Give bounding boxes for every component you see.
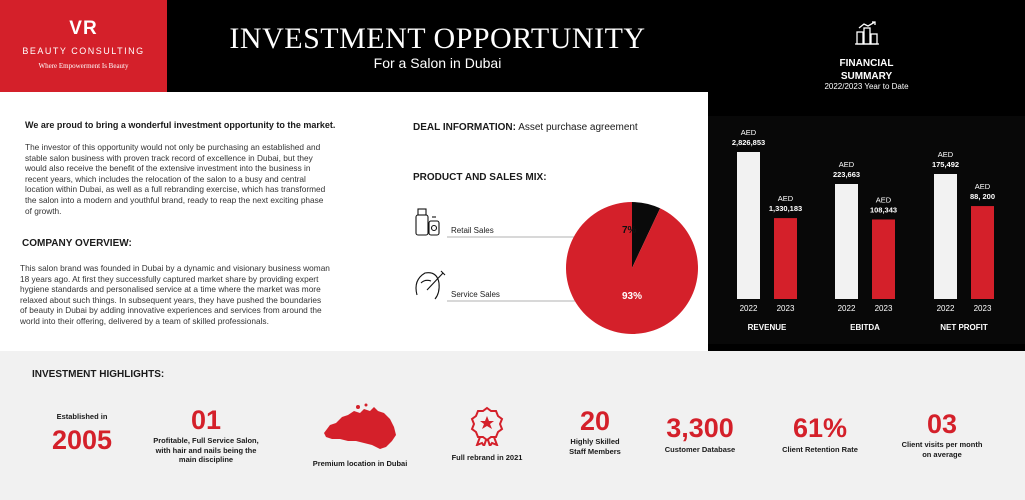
client-visits: 03 [926, 409, 958, 439]
salon-line: with hair and nails being the [155, 445, 257, 455]
brand-initials: VR [69, 18, 98, 39]
year-tick-label: 2023 [874, 304, 893, 313]
staff-count: 20 [579, 406, 611, 436]
bar-value-prefix: AED [777, 194, 794, 204]
year-tick-label: 2023 [776, 304, 795, 313]
intro-line: of growth. [25, 205, 62, 216]
pie-label-service: 93% [622, 291, 643, 302]
intro-line: would also receive the benefit of the extensive investment into the business in [25, 163, 311, 174]
intro-line: location within Dubai, as well as a full rebranding exercise, which has transformed [25, 184, 326, 195]
staff-description [545, 437, 645, 456]
deal-information [413, 122, 638, 133]
financial-summary-panel [708, 0, 1025, 351]
bar-ebitda-2022 [835, 184, 858, 299]
year-tick-label: 2023 [973, 304, 992, 313]
company-line: world into their offering, delivered by a team of skilled professionals. [20, 315, 269, 326]
group-label-ebitda: EBITDA [850, 323, 880, 332]
brand-tagline: Where Empowerment Is Beauty [38, 62, 129, 70]
intro-line: The investor of this opportunity would not only be purchasing an established and [25, 142, 321, 152]
pie-chart [566, 202, 698, 334]
year-tick-label: 2022 [739, 304, 758, 313]
intro-heading: We are proud to bring a wonderful investment opportunity to the market. [25, 120, 336, 130]
bar-net-profit-2022 [934, 174, 957, 299]
page-subtitle: For a Salon in Dubai [373, 55, 502, 71]
header-banner [0, 0, 708, 92]
bar-value-label: 223,663 [832, 170, 861, 179]
financial-subtitle: 2022/2023 Year to Date [824, 82, 909, 91]
cosmetics-icon [416, 209, 439, 235]
year-tick-label: 2022 [936, 304, 955, 313]
salon-description [136, 436, 276, 465]
bar-value-label: 175,492 [931, 160, 960, 169]
company-line: 18 years ago. At first they successfully captured market share by providing expert [20, 273, 319, 284]
brand-name: BEAUTY CONSULTING [22, 46, 145, 56]
retention-label: Client Retention Rate [782, 445, 858, 454]
salon-line: Profitable, Full Service Salon, [153, 436, 259, 445]
visits-line: on average [922, 449, 962, 459]
pie-slice-service-sales [566, 202, 698, 334]
highlights-heading: INVESTMENT HIGHLIGHTS: [32, 369, 165, 380]
financial-bar-chart [708, 116, 1025, 344]
bar-revenue-2023 [774, 218, 797, 299]
hair-styling-icon [416, 271, 445, 299]
company-line: hygiene standards and personalised service at a time where the market was more [20, 284, 321, 295]
service-sales-label: Service Sales [451, 290, 500, 299]
dubai-map-icon [320, 403, 400, 453]
year-tick-label: 2022 [837, 304, 856, 313]
visits-line: Client visits per month [901, 440, 983, 449]
bar-revenue-2022 [737, 152, 760, 299]
bar-net-profit-2023 [971, 206, 994, 299]
sales-mix-chart [405, 195, 705, 345]
deal-value: Asset purchase agreement [518, 122, 638, 133]
sales-mix-heading: PRODUCT AND SALES MIX: [413, 172, 547, 183]
bar-value-label: 1,330,183 [768, 204, 803, 214]
intro-paragraph [25, 142, 395, 216]
location-label: Premium location in Dubai [312, 459, 408, 468]
group-label-revenue: REVENUE [747, 323, 787, 332]
established-label: Established in [56, 412, 108, 421]
award-badge-icon [470, 406, 504, 446]
financial-title-line2: SUMMARY [840, 71, 893, 82]
retail-sales-label: Retail Sales [451, 226, 494, 235]
company-overview-paragraph [20, 263, 400, 327]
group-label-net-profit: NET PROFIT [940, 323, 988, 332]
bar-value-prefix: AED [740, 128, 757, 137]
company-line: relaxed about such things. In subsequent years, they have pushed the boundaries [20, 294, 322, 305]
intro-line: the salon into a modern and youthful brand, ready to reap the next exciting phase [25, 194, 324, 205]
intro-line: recent years, which includes the relocation of the salon to a busy and central [25, 173, 306, 184]
bar-value-prefix: AED [937, 150, 954, 159]
company-line: of beauty in Dubai by adding innovative experiences and services from around the [20, 305, 322, 316]
deal-label: DEAL INFORMATION: [413, 122, 516, 133]
investment-highlights [0, 351, 1025, 500]
retention-rate: 61% [792, 413, 848, 443]
bar-value-label: 108,343 [869, 205, 898, 215]
bar-value-label: 88, 200 [969, 192, 996, 202]
brand-logo [0, 0, 167, 92]
pie-label-retail: 7% [622, 225, 637, 236]
customer-label: Customer Database [664, 445, 736, 454]
financial-title-line1: FINANCIAL [839, 58, 894, 69]
intro-line: stable salon business with proven track record of excellence in Dubai, but they [25, 152, 313, 163]
financial-chart-panel [708, 116, 1025, 344]
company-line: This salon brand was founded in Dubai by a dynamic and visionary business woman [20, 263, 330, 273]
salon-count: 01 [190, 405, 222, 435]
bar-ebitda-2023 [872, 219, 895, 299]
customer-count: 3,300 [666, 413, 734, 443]
company-overview-heading: COMPANY OVERVIEW: [22, 238, 132, 249]
bar-value-prefix: AED [875, 195, 892, 205]
bar-value-label: 2,826,853 [731, 138, 766, 147]
rebrand-label: Full rebrand in 2021 [451, 453, 523, 462]
visits-description [887, 440, 997, 459]
page-title: INVESTMENT OPPORTUNITY [229, 22, 646, 55]
bar-value-prefix: AED [838, 160, 855, 169]
financial-title [708, 57, 1025, 83]
established-year: 2005 [51, 425, 113, 455]
building-chart-icon [853, 20, 881, 48]
staff-line: Staff Members [569, 446, 621, 456]
staff-line: Highly Skilled [570, 437, 620, 446]
salon-line: main discipline [178, 455, 234, 464]
bar-value-prefix: AED [974, 182, 991, 192]
